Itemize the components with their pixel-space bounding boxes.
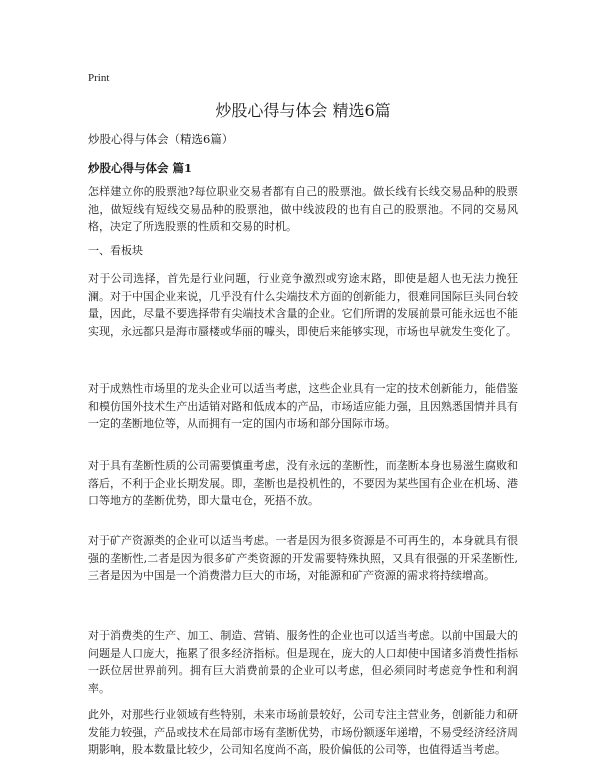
section-heading: 炒股心得与体会 篇1 <box>88 161 193 175</box>
paragraph-other-industries: 此外，对那些行业领域有些特别，未来市场前景较好，公司专注主营业务，创新能力和研发能力较强，产品或技术在局部市场有垄断优势，市场份额逐年递增，不易受经济经济周期影响，股本数量比较少，公司知名度尚不高，股价偏低的公司等，也值得适当考虑。 <box>88 708 518 756</box>
paragraph-mature-market: 对于成熟性市场里的龙头企业可以适当考虑，这些企业具有一定的技术创新能力，能借鉴和模仿国外技术生产出适销对路和低成本的产品，市场适应能力强，且因熟悉国情并具有一定的垄断地位等，从而拥有一定的国内市场和部分国际市场。 <box>88 382 518 430</box>
paragraph-subheading: 一、看板块 <box>88 244 143 257</box>
paragraph-consumer: 对于消费类的生产、加工、制造、营销、服务性的企业也可以适当考虑。以前中国最大的问题是人口庞大，拖累了很多经济指标。但是现在，庞大的人口却使中国诸多消费性指标一跃位居世界前列。拥有巨大消费前景的企业可以考虑，但必须同时考虑竞争性和利润率。 <box>88 629 518 695</box>
paragraph-mineral-resources: 对于矿产资源类的企业可以适当考虑。一者是因为很多资源是不可再生的，本身就具有很强的垄断性,二者是因为很多矿产类资源的开发需要特殊执照，又具有很强的开采垄断性,三者是因为中国是一个消费潜力巨大的市场，对能源和矿产资源的需求将持续增高。 <box>88 534 518 582</box>
document-subtitle: 炒股心得与体会（精选6篇） <box>88 132 234 146</box>
document-title: 炒股心得与体会 精选6篇 <box>215 101 391 120</box>
print-label: Print <box>88 72 110 84</box>
paragraph-monopoly: 对于具有垄断性质的公司需要慎重考虑，没有永远的垄断性，而垄断本身也易滋生腐败和落后，不利于企业长期发展。即，垄断也是投机性的，不要因为某些国有企业在机场、港口等地方的垄断优势，即大量屯仓，死捂不放。 <box>88 459 518 507</box>
paragraph-company-selection: 对于公司选择，首先是行业问题，行业竞争激烈或穷途末路，即使是超人也无法力挽狂澜。对于中国企业来说，几乎没有什么尖端技术方面的创新能力，很难同国际巨头同台较量，因此，尽量不要选择带有尖端技术含量的企业。它们所谓的发展前景可能永远也不能实现，永远都只是海市蜃楼或华丽的噱头，即使后来能够实现，市场也早就发生变化了。 <box>88 272 518 338</box>
paragraph-intro: 怎样建立你的股票池?每位职业交易者都有自己的股票池。做长线有长线交易品种的股票池，做短线有短线交易品种的股票池，做中线波段的也有自己的股票池。不同的交易风格，决定了所选股票的性质和交易的时机。 <box>88 185 518 233</box>
